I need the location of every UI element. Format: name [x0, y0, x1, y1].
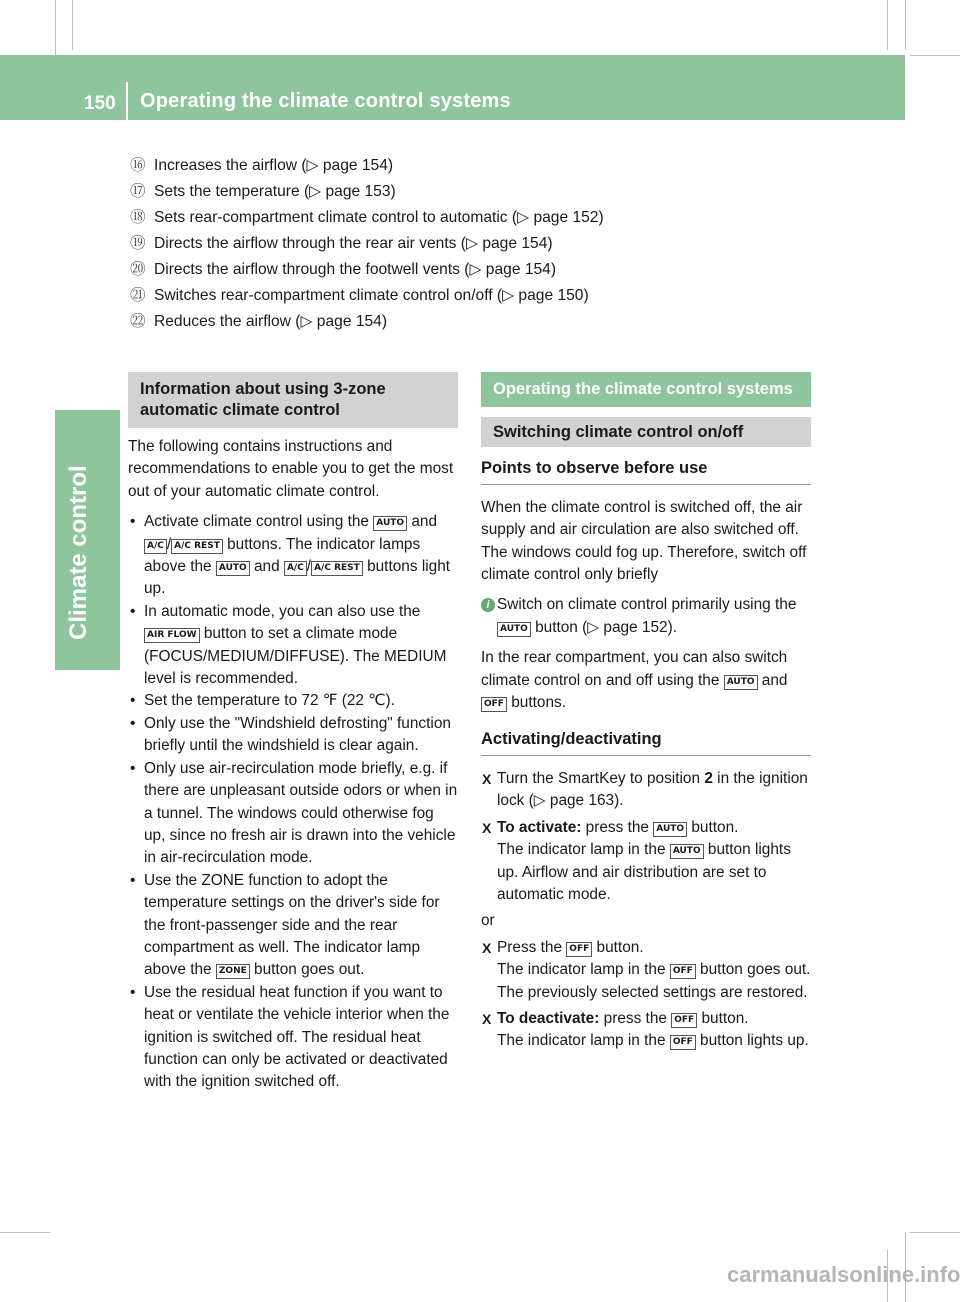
list-item [130, 182, 604, 208]
ac-key-icon: A/C [284, 561, 307, 576]
off-key-icon: OFF [566, 942, 592, 957]
crop-mark [887, 0, 888, 50]
zone-key-icon: ZONE [216, 964, 250, 979]
auto-key-icon: AUTO [373, 516, 407, 531]
crop-mark [72, 0, 73, 50]
right-column [481, 372, 811, 1053]
paragraph: When the climate control is switched off, the air supply and air circulation are also switched off. The windows could fog up. Therefore, switch off climate control only briefly [481, 498, 807, 584]
intro-paragraph: The following contains instructions and recommendations to enable you to get the most out of your automatic climate control. [128, 438, 454, 500]
crop-mark [905, 0, 906, 50]
ac-key-icon: A/C [144, 539, 167, 554]
bullet-item: • Only use air-recirculation mode briefly, e.g. if there are unpleasant outside odors or when in a tunnel. The windows could otherwise fog up, since no fresh air is drawn into the vehicle in air-recirculation mode. [128, 758, 458, 870]
crop-mark [55, 0, 56, 55]
page-number: 150 [84, 93, 116, 114]
off-key-icon: OFF [481, 697, 507, 712]
subsection-heading: Switching climate control on/off [481, 417, 811, 447]
airflow-key-icon: AIR FLOW [144, 628, 200, 643]
ac-rest-key-icon: A/C REST [171, 539, 223, 554]
auto-key-icon: AUTO [653, 822, 687, 837]
auto-key-icon: AUTO [724, 675, 758, 690]
off-key-icon: OFF [670, 964, 696, 979]
crop-mark [910, 55, 960, 56]
info-icon: i [481, 598, 495, 612]
step-item: X Turn the SmartKey to position 2 in the ignition lock (▷ page 163). [481, 768, 811, 813]
section-tab-label: Climate control [65, 465, 92, 640]
section-heading: Operating the climate control systems [481, 372, 811, 407]
item-text: Switches rear-compartment climate control on/off (▷ page 150) [154, 287, 589, 304]
header-divider [126, 82, 128, 120]
page-title: Operating the climate control systems [140, 90, 511, 112]
list-item [130, 312, 604, 338]
bullet-item: • In automatic mode, you can also use the AIR FLOW button to set a climate mode (FOCUS/MEDIUM/DIFFUSE). The MEDIUM level is recommended. [128, 601, 458, 691]
legend-list [130, 156, 604, 338]
sub-heading: Points to observe before use [481, 457, 811, 484]
item-text: Sets the temperature (▷ page 153) [154, 183, 396, 200]
paragraph: In the rear compartment, you can also switch climate control on and off using the AUTO and OFF buttons. [481, 649, 788, 712]
sub-heading: Activating/deactivating [481, 728, 811, 755]
item-text: Reduces the airflow (▷ page 154) [154, 313, 388, 330]
item-number: ㉑ [130, 287, 146, 304]
auto-key-icon: AUTO [497, 622, 531, 637]
list-item [130, 260, 604, 286]
watermark: carmanualsonline.info [727, 1262, 960, 1287]
list-item [130, 286, 604, 312]
bullet-item: • Set the temperature to 72 ℉ (22 ℃). [128, 690, 458, 712]
item-text: Directs the airflow through the rear air vents (▷ page 154) [154, 235, 553, 252]
item-number: ⑰ [130, 183, 146, 200]
bullet-item: • Activate climate control using the AUTO and A/C / A/C REST buttons. The indicator lamps above the AUTO and A/C / A/C REST buttons light up. [128, 511, 458, 601]
item-number: ⑲ [130, 235, 146, 252]
bullet-item: • Use the ZONE function to adopt the temperature settings on the driver's side for the front-passenger side and the rear compartment as well. The indicator lamp above the ZONE button goes out. [128, 870, 458, 982]
step-item: X To deactivate: press the OFF button. The indicator lamp in the OFF button lights up. [481, 1008, 811, 1053]
bullet-item: • Use the residual heat function if you want to heat or ventilate the vehicle interior when the ignition is switched off. The residual heat function can only be activated or deactivated with the ignition switched off. [128, 982, 458, 1094]
section-heading: Information about using 3-zone automatic climate control [128, 372, 458, 428]
list-item [130, 234, 604, 260]
step-item: X To activate: press the AUTO button. The indicator lamp in the AUTO button lights up. Airflow and air distribution are set to automatic mode. [481, 817, 811, 907]
auto-key-icon: AUTO [670, 844, 704, 859]
auto-key-icon: AUTO [216, 561, 250, 576]
side-margin [55, 120, 120, 1302]
info-note: i Switch on climate control primarily using the AUTO button (▷ page 152). [481, 594, 811, 639]
bullet-item: • Only use the "Windshield defrosting" function briefly until the windshield is clear again. [128, 713, 458, 758]
or-text: or [481, 912, 495, 930]
item-text: Directs the airflow through the footwell vents (▷ page 154) [154, 261, 557, 278]
crop-mark [910, 1232, 960, 1233]
step-item: X Press the OFF button. The indicator lamp in the OFF button goes out. The previously selected settings are restored. [481, 937, 811, 1004]
left-column [128, 372, 458, 1094]
item-text: Increases the airflow (▷ page 154) [154, 157, 394, 174]
list-item [130, 156, 604, 182]
crop-mark [0, 1232, 50, 1233]
item-number: ⑳ [130, 261, 146, 278]
list-item [130, 208, 604, 234]
ac-rest-key-icon: A/C REST [311, 561, 363, 576]
item-number: ⑯ [130, 157, 146, 174]
off-key-icon: OFF [671, 1013, 697, 1028]
off-key-icon: OFF [670, 1035, 696, 1050]
item-number: ㉒ [130, 313, 146, 330]
item-text: Sets rear-compartment climate control to automatic (▷ page 152) [154, 209, 604, 226]
item-number: ⑱ [130, 209, 146, 226]
